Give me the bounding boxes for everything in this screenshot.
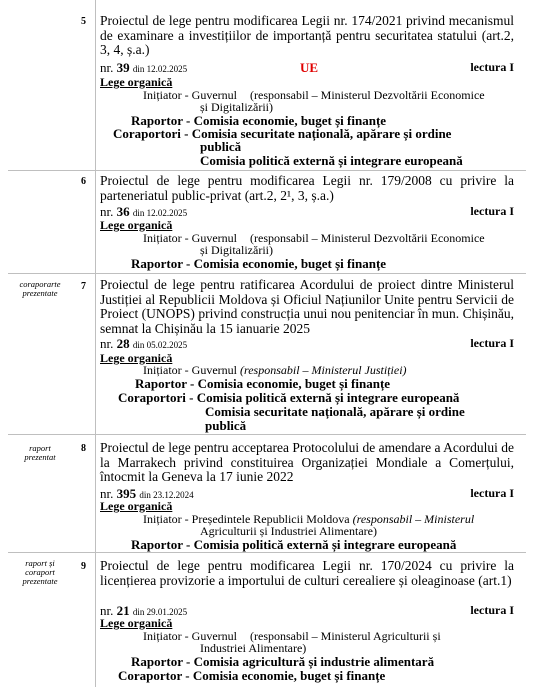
status-note: raport și coraport prezentate — [22, 558, 58, 586]
item-number: 5 — [81, 16, 86, 27]
item-number: 7 — [81, 281, 86, 292]
status-note: raport prezentat — [24, 443, 56, 462]
corapporteur: Coraportori - Comisia politică externă și integrare europeană — [118, 390, 460, 405]
initiator: Inițiator - Guvernul (responsabil – Ministerul Justiției) — [143, 363, 407, 377]
separator — [8, 170, 526, 171]
responsible-cont: și Digitalizării) — [200, 243, 273, 257]
law-type: Lege organică — [100, 218, 173, 232]
item-nr: 395 — [116, 486, 137, 501]
law-type: Lege organică — [100, 75, 173, 89]
rapporteur: Raportor - Comisia economie, buget și finanțe — [135, 376, 391, 391]
item-registration: nr. 21 din 29.01.2025 lectura I — [100, 603, 514, 618]
item-title: Proiectul de lege pentru acceptarea Protocolului de amendare a Acordului de la Marrakech privind constituirea Organizației Mondiale a Comerțului, întocmit la Geneva la 17 iunie 2022 — [100, 440, 514, 484]
separator — [8, 434, 526, 435]
responsible: (responsabil – Ministerul Agriculturii și — [250, 629, 441, 643]
item-registration: nr. 28 din 05.02.2025 lectura I — [100, 336, 514, 351]
responsible: (responsabil – Ministerul Dezvoltării Economice — [250, 231, 485, 245]
initiator: Inițiator - Guvernul — [143, 231, 237, 245]
rapporteur: Raportor - Comisia agricultură și industrie alimentară — [131, 654, 435, 669]
reading-label: lectura I — [470, 336, 514, 350]
item-number: 6 — [81, 176, 86, 187]
reading-label: lectura I — [470, 486, 514, 500]
initiator: Inițiator - Guvernul — [143, 88, 237, 102]
responsible-cont: Agriculturii și Industriei Alimentare) — [200, 524, 377, 538]
item-title: Proiectul de lege pentru ratificarea Acordului de proiect dintre Ministerul Justiției al Republicii Moldova și Oficiul Națiunilor Unite pentru Servicii de Proiect (UNOPS) privind construcția unui nou penitenciar în mun. Chișinău, semnat la Chișinău la 15 ianuarie 2025 — [100, 277, 514, 336]
column-divider — [95, 434, 96, 552]
item-date: din 29.01.2025 — [132, 607, 188, 617]
initiator: Inițiator - Președintele Republicii Moldova (responsabil – Ministerul — [143, 512, 475, 526]
responsible: (responsabil – Ministerul Dezvoltării Economice — [250, 88, 485, 102]
responsible: (responsabil – Ministerul — [352, 512, 475, 526]
corapporteur-2: Comisia politică externă și integrare europeană — [200, 153, 463, 168]
separator — [8, 552, 526, 553]
item-title: Proiectul de lege pentru modificarea Legii nr. 179/2008 cu privire la parteneriatul public-privat (art.2, 2¹, 3, ș.a.) — [100, 173, 514, 203]
rapporteur: Raportor - Comisia economie, buget și finanțe — [131, 256, 387, 271]
item-nr: 36 — [116, 204, 130, 219]
responsible: (responsabil – Ministerul Justiției) — [239, 363, 407, 377]
law-type: Lege organică — [100, 499, 173, 513]
law-type: Lege organică — [100, 616, 173, 630]
separator — [8, 273, 526, 274]
corapporteur-2: Comisia securitate națională, apărare și ordine — [205, 404, 465, 419]
item-date: din 23.12.2024 — [139, 490, 194, 500]
ue-badge: UE — [300, 60, 319, 75]
item-title: Proiectul de lege pentru modificarea Legii nr. 170/2024 cu privire la licențierea provizorie a importului de culturi cerealiere și oleaginoase (art.1) — [100, 558, 514, 588]
item-nr: 39 — [116, 60, 130, 75]
item-registration: nr. 36 din 12.02.2025 lectura I — [100, 204, 514, 219]
column-divider — [95, 273, 96, 434]
reading-label: lectura I — [470, 60, 514, 74]
column-divider — [95, 552, 96, 687]
column-divider — [95, 0, 96, 170]
corapporteur: Coraportor - Comisia economie, buget și finanțe — [118, 668, 386, 683]
column-divider — [95, 170, 96, 273]
reading-label: lectura I — [470, 603, 514, 617]
item-registration: nr. 395 din 23.12.2024 lectura I — [100, 486, 514, 501]
corapporteur-cont: publică — [200, 139, 242, 154]
rapporteur: Raportor - Comisia politică externă și integrare europeană — [131, 537, 457, 552]
responsible-cont: și Digitalizării) — [200, 100, 273, 114]
law-type: Lege organică — [100, 351, 173, 365]
item-date: din 12.02.2025 — [132, 208, 188, 218]
initiator: Inițiator - Guvernul — [143, 629, 237, 643]
responsible-cont: Industriei Alimentare) — [200, 641, 307, 655]
item-number: 8 — [81, 443, 86, 454]
corapporteur: Coraportori - Comisia securitate națională, apărare și ordine — [113, 126, 452, 141]
item-nr: 21 — [116, 603, 130, 618]
rapporteur: Raportor - Comisia economie, buget și finanțe — [131, 113, 387, 128]
status-note: coraporarte prezentate — [19, 279, 61, 298]
item-title: Proiectul de lege pentru modificarea Legii nr. 174/2021 privind mecanismul de examinare a investițiilor de importanță pentru securitatea statului (art.2, 3, 4, ș.a.) — [100, 13, 514, 57]
item-nr: 28 — [116, 336, 130, 351]
item-registration: nr. 39 din 12.02.2025 UE lectura I — [100, 60, 514, 75]
item-date: din 05.02.2025 — [132, 340, 188, 350]
reading-label: lectura I — [470, 204, 514, 218]
corapporteur-2-cont: publică — [205, 418, 247, 433]
item-number: 9 — [81, 561, 86, 572]
item-date: din 12.02.2025 — [132, 64, 188, 74]
